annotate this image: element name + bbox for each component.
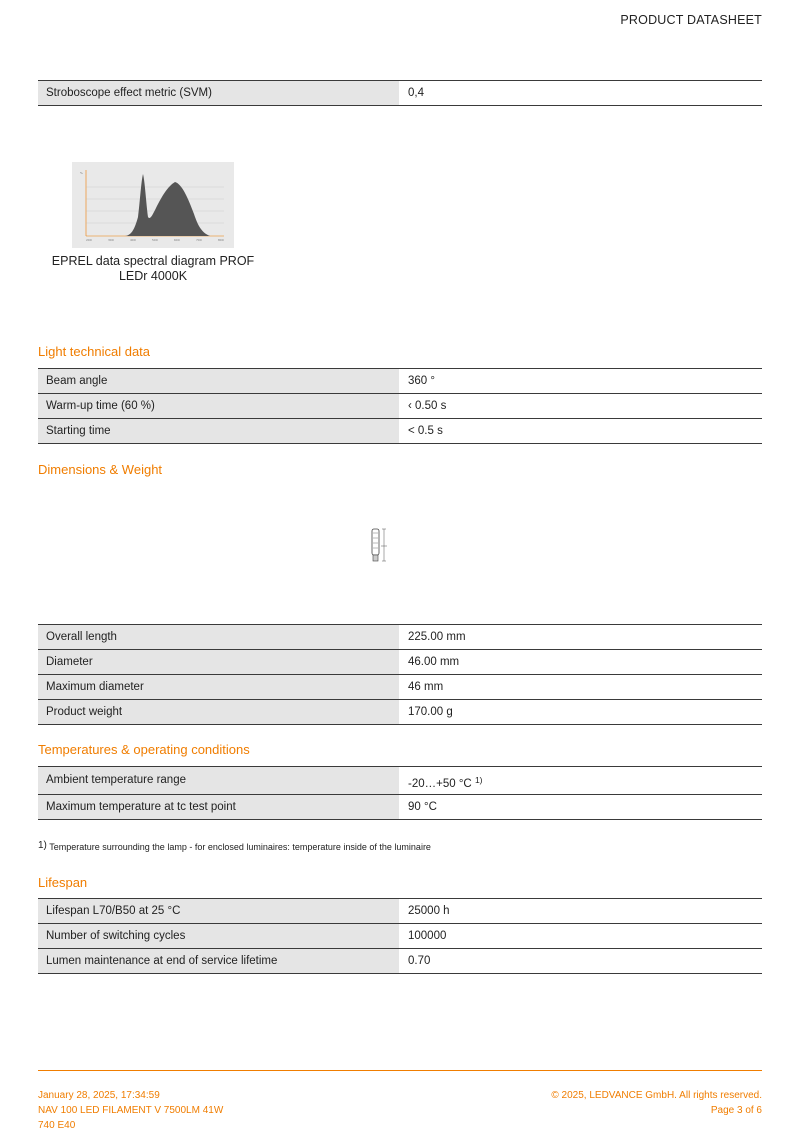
row-value [399,767,762,794]
svg-text:300: 300 [108,238,114,242]
svg-text:%: % [80,171,83,175]
row-label: Warm-up time (60 %) [38,394,399,418]
row-value: ‹ 0.50 s [399,394,762,418]
lifespan-table [38,898,762,974]
svg-text:500: 500 [152,238,158,242]
table-row [38,80,762,106]
section-title-light-technical: Light technical data [38,344,151,359]
svg-text:200: 200 [86,238,92,242]
table-row [38,949,762,974]
row-label: Maximum temperature at tc test point [38,795,399,819]
spectral-caption [48,254,258,284]
row-label: Lumen maintenance at end of service lifetime [38,949,399,973]
table-row [38,700,762,725]
footer-date: January 28, 2025, 17:34:59 [38,1090,160,1101]
row-value: 90 °C [399,795,762,819]
table-row [38,795,762,820]
footnote-text: Temperature surrounding the lamp - for enclosed luminaires: temperature inside of the luminaire [49,842,431,852]
table-row [38,650,762,675]
row-value: 0.70 [399,949,762,973]
row-label: Beam angle [38,369,399,393]
spectral-diagram-image [72,162,234,248]
footer-copyright: © 2025, LEDVANCE GmbH. All rights reserved. [551,1090,762,1101]
stroboscope-table [38,80,762,106]
table-row [38,419,762,444]
section-title-lifespan: Lifespan [38,875,88,890]
row-label: Starting time [38,419,399,443]
temperatures-table [38,766,762,820]
row-value: 225.00 mm [399,625,762,649]
row-value: 46 mm [399,675,762,699]
lamp-outline-graphic [368,528,390,564]
footer-divider [38,1070,762,1071]
footer-product-name: NAV 100 LED FILAMENT V 7500LM 41W [38,1105,224,1116]
spectral-diagram-graphic [72,162,234,248]
row-value: 0,4 [399,81,762,105]
svg-text:600: 600 [174,238,180,242]
footnote-mark: 1) [38,840,47,851]
footnote-ref: 1) [474,775,483,785]
footer-right [551,1088,762,1118]
row-value: 360 ° [399,369,762,393]
row-label: Ambient temperature range [38,767,399,794]
table-row [38,766,762,795]
row-value: 170.00 g [399,700,762,724]
footnote [38,840,431,852]
dimensions-table [38,624,762,725]
table-row [38,898,762,924]
footer-left [38,1088,223,1133]
svg-text:400: 400 [130,238,136,242]
light-technical-table [38,368,762,444]
row-label: Product weight [38,700,399,724]
table-row [38,624,762,650]
svg-text:700: 700 [196,238,202,242]
footer-product-base: 740 E40 [38,1120,76,1131]
spectral-caption-line1: EPREL data spectral diagram PROF [51,254,255,268]
row-label: Stroboscope effect metric (SVM) [38,81,399,105]
spectral-caption-line2: LEDr 4000K [118,269,188,283]
row-label: Diameter [38,650,399,674]
row-value: 100000 [399,924,762,948]
footer-page-number: Page 3 of 6 [710,1105,762,1116]
svg-text:800: 800 [218,238,224,242]
row-value: 46.00 mm [399,650,762,674]
lamp-dimension-drawing [368,528,390,564]
section-title-dimensions: Dimensions & Weight [38,462,163,477]
row-value: < 0.5 s [399,419,762,443]
table-row [38,924,762,949]
row-label: Maximum diameter [38,675,399,699]
row-value: 25000 h [399,899,762,923]
table-row [38,675,762,700]
row-label: Lifespan L70/B50 at 25 °C [38,899,399,923]
row-label: Overall length [38,625,399,649]
table-row [38,368,762,394]
section-title-temperatures: Temperatures & operating conditions [38,742,250,757]
table-row [38,394,762,419]
row-label: Number of switching cycles [38,924,399,948]
document-title: PRODUCT DATASHEET [620,13,762,27]
value-text: -20…+50 °C [408,778,472,790]
